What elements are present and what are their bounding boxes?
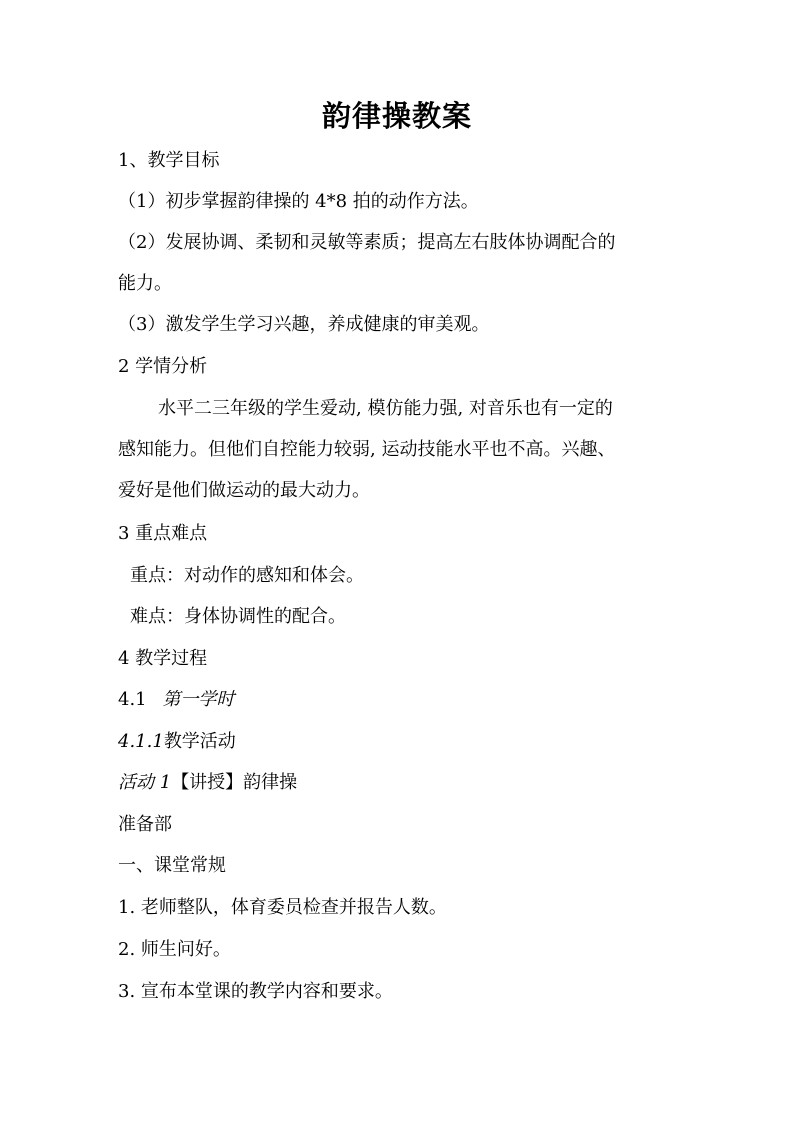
- activity-section-text: 教学活动: [163, 731, 236, 752]
- analysis-line-2: 感知能力。但他们自控能力较弱, 运动技能水平也不高。兴趣、: [118, 439, 616, 460]
- process-heading: 4 教学过程: [118, 648, 208, 669]
- analysis-line-1: 水平二三年级的学生爱动, 模仿能力强, 对音乐也有一定的: [158, 398, 613, 419]
- activity-section: [118, 729, 698, 755]
- goal-2-line-2: 能力。: [118, 273, 172, 294]
- keypoints-heading: 3 重点难点: [118, 523, 208, 544]
- prep-section: 准备部: [118, 814, 172, 835]
- activity-line: [118, 770, 698, 796]
- goals-heading: 1、教学目标: [118, 150, 220, 171]
- lesson-label: [118, 687, 698, 713]
- routine-step-1: 1. 老师整队，体育委员检查并报告人数。: [118, 897, 447, 918]
- keypoint: 重点：对动作的感知和体会。: [130, 565, 364, 586]
- difficulty: 难点：身体协调性的配合。: [130, 606, 346, 627]
- goal-3: （3）激发学生学习兴趣，养成健康的审美观。: [118, 314, 490, 335]
- lesson-label-text: 第一学时: [162, 689, 235, 710]
- activity-text: 【讲授】韵律操: [171, 772, 298, 793]
- goal-2-line-1: （2）发展协调、柔韧和灵敏等素质；提高左右肢体协调配合的: [118, 232, 616, 253]
- activity-section-number: 4.1.1: [118, 731, 164, 752]
- analysis-heading: 2 学情分析: [118, 356, 208, 377]
- activity-prefix: 活动 1: [118, 772, 172, 793]
- analysis-line-3: 爱好是他们做运动的最大动力。: [118, 480, 370, 501]
- lesson-label-number: 4.1: [118, 689, 147, 710]
- routine-heading: 一、课堂常规: [118, 855, 226, 876]
- goal-1: （1）初步掌握韵律操的 4*8 拍的动作方法。: [118, 191, 479, 212]
- routine-step-3: 3. 宣布本堂课的教学内容和要求。: [118, 981, 393, 1002]
- routine-step-2: 2. 师生问好。: [118, 939, 231, 960]
- document-title: 韵律操教案: [321, 99, 472, 133]
